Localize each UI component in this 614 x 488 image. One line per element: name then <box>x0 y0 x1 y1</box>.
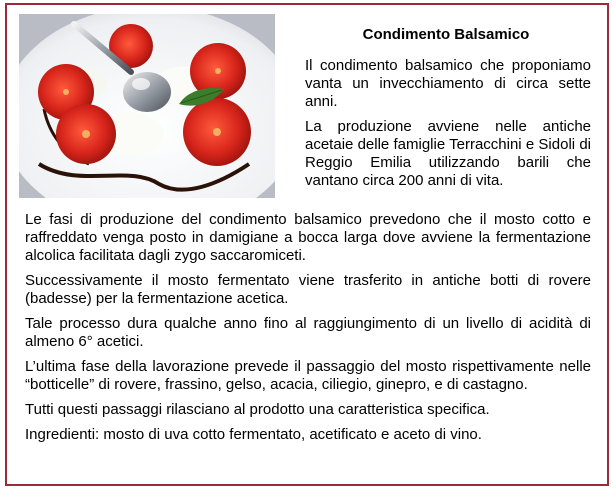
body-text <box>25 211 591 451</box>
body-paragraph: Le fasi di produzione del condimento balsamico prevedono che il mosto cotto e raffreddato venga posto in damigiane a bocca larga dove avviene la fermentazione alcolica facilitata dagli zygo saccaromiceti. <box>25 211 591 264</box>
body-paragraph: Successivamente il mosto fermentato viene trasferito in antiche botti di rovere (badesse) per la fermentazione acetica. <box>25 272 591 307</box>
intro-paragraph: Il condimento balsamico che proponiamo vanta un invecchiamento di circa sette anni. <box>305 57 591 110</box>
document-title: Condimento Balsamico <box>362 26 530 43</box>
body-paragraph: Tale processo dura qualche anno fino al raggiungimento di un livello di acidità di almeno 6° acetici. <box>25 315 591 350</box>
ingredients-paragraph: Ingredienti: mosto di uva cotto fermentato, acetificato e aceto di vino. <box>25 426 482 443</box>
caprese-photo <box>19 14 275 198</box>
intro-text <box>305 57 591 197</box>
body-paragraph: Tutti questi passaggi rilasciano al prodotto una caratteristica specifica. <box>25 401 490 418</box>
body-paragraph: L’ultima fase della lavorazione prevede il passaggio del mosto rispettivamente nelle “botticelle” di rovere, frassino, gelso, acacia, ciliegio, ginepro, e di castagno. <box>25 358 591 393</box>
intro-paragraph: La produzione avviene nelle antiche acetaie delle famiglie Terracchini e Sidoli di Reggio Emilia utilizzando barili che vantano circa 200 anni di vita. <box>305 118 591 189</box>
document-frame <box>5 3 609 486</box>
